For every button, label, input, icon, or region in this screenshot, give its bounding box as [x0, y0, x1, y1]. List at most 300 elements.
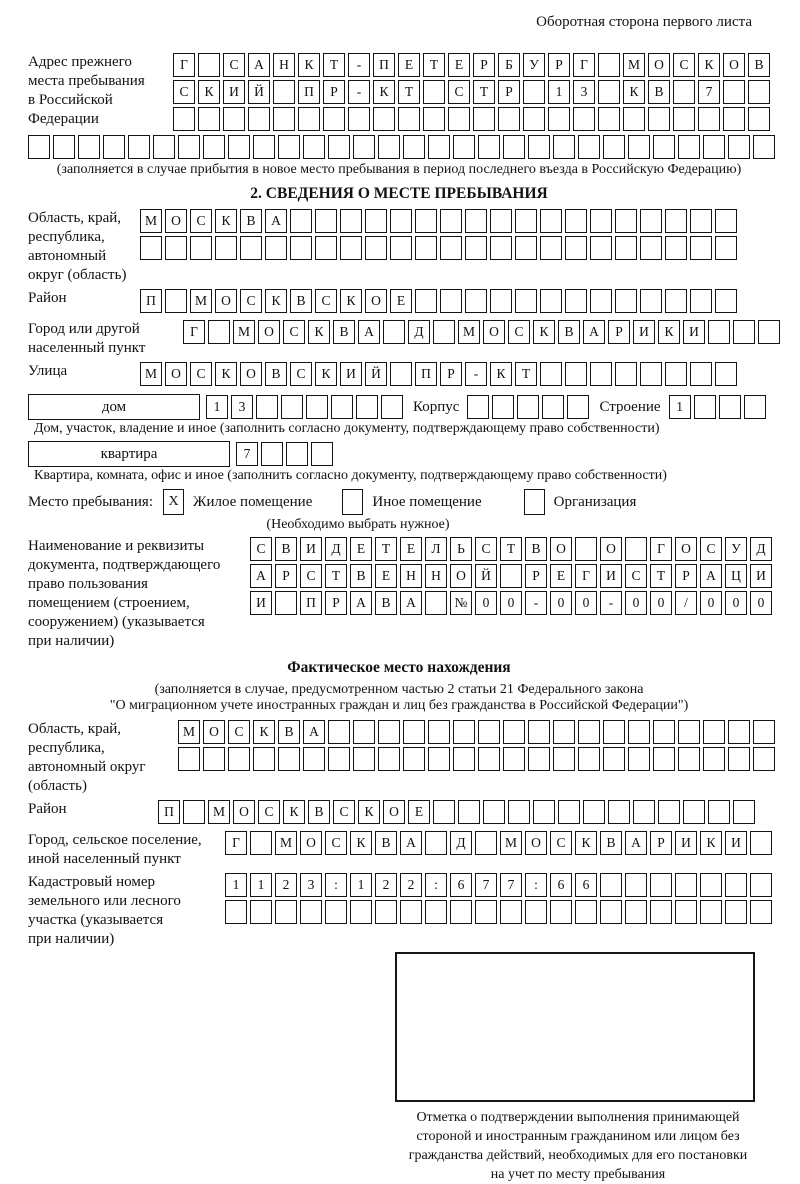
char-cell: С [190, 362, 212, 386]
char-cell: С [625, 564, 647, 588]
char-cell: О [258, 320, 280, 344]
char-cell: Б [498, 53, 520, 77]
house-note: Дом, участок, владение и иное (заполнить согласно документу, подтверждающему право собственности) [34, 421, 660, 436]
char-cell: Г [650, 537, 672, 561]
char-cell: М [208, 800, 230, 824]
char-cell [390, 209, 412, 233]
char-cell [465, 236, 487, 260]
char-cell [694, 395, 716, 419]
char-cell [678, 720, 700, 744]
stamp-box [395, 952, 755, 1102]
char-cell [433, 320, 455, 344]
char-cell [428, 135, 450, 159]
char-cell [578, 747, 600, 771]
char-cell: 7 [698, 80, 720, 104]
char-cell: 0 [475, 591, 497, 615]
char-cell: К [283, 800, 305, 824]
char-cell: Г [575, 564, 597, 588]
char-cell: О [165, 362, 187, 386]
char-cell [306, 395, 328, 419]
char-cell [373, 107, 395, 131]
char-cell [515, 209, 537, 233]
char-cell [278, 747, 300, 771]
char-cell: 0 [625, 591, 647, 615]
city-label: Город или другой населенный пункт [28, 321, 146, 356]
char-cell [683, 800, 705, 824]
field-actual-city [28, 831, 800, 869]
char-cell [498, 107, 520, 131]
char-cell: Н [425, 564, 447, 588]
section2-title: 2. СВЕДЕНИЯ О МЕСТЕ ПРЕБЫВАНИЯ [250, 185, 548, 202]
char-cell [575, 537, 597, 561]
char-cell: 0 [500, 591, 522, 615]
char-cell: - [348, 53, 370, 77]
char-cell [690, 362, 712, 386]
char-cell: Т [325, 564, 347, 588]
char-cell [415, 209, 437, 233]
char-cell [375, 900, 397, 924]
char-cell: А [358, 320, 380, 344]
actual-location-note: (заполняется в случае, предусмотренном частью 2 статьи 21 Федерального закона "О миграционном учете иностранных граждан и лиц без гражданства в Российской Федерации") [109, 682, 689, 713]
char-cell [303, 747, 325, 771]
char-cell [440, 289, 462, 313]
char-cell [515, 289, 537, 313]
char-cell: И [683, 320, 705, 344]
char-cell [525, 900, 547, 924]
char-cell [628, 720, 650, 744]
char-cell [567, 395, 589, 419]
char-cell: В [275, 537, 297, 561]
char-cell: : [325, 873, 347, 897]
char-cell [253, 135, 275, 159]
char-cell: В [278, 720, 300, 744]
char-cell: 2 [400, 873, 422, 897]
char-cell: 1 [350, 873, 372, 897]
char-cell: В [290, 289, 312, 313]
char-cell [703, 747, 725, 771]
char-cell [675, 873, 697, 897]
char-cell [733, 320, 755, 344]
char-row [250, 537, 772, 561]
stay-type-label: Место пребывания: [28, 493, 153, 510]
char-cell [508, 800, 530, 824]
char-cell: Д [325, 537, 347, 561]
char-cell [256, 395, 278, 419]
char-cell: № [450, 591, 472, 615]
option-organization-label: Организация [553, 493, 637, 510]
char-cell [140, 236, 162, 260]
char-cell [640, 236, 662, 260]
char-row [225, 900, 772, 924]
char-cell [225, 900, 247, 924]
char-cell [515, 236, 537, 260]
char-cell: С [448, 80, 470, 104]
char-cell: С [325, 831, 347, 855]
char-cell [653, 720, 675, 744]
char-cell [490, 236, 512, 260]
char-cell [331, 395, 353, 419]
char-cell [540, 362, 562, 386]
char-cell [390, 362, 412, 386]
char-cell: О [203, 720, 225, 744]
street-label: Улица [28, 363, 68, 379]
char-cell: К [215, 362, 237, 386]
char-cell [598, 107, 620, 131]
char-cell: 1 [225, 873, 247, 897]
char-cell [598, 53, 620, 77]
char-cell [708, 320, 730, 344]
char-cell: Р [675, 564, 697, 588]
char-row-full-width [28, 135, 800, 159]
char-cell: О [648, 53, 670, 77]
char-cell: М [190, 289, 212, 313]
char-cell: М [178, 720, 200, 744]
char-cell [750, 873, 772, 897]
field-actual-region [28, 720, 800, 796]
char-row [225, 831, 772, 855]
char-cell: А [400, 831, 422, 855]
char-cell [340, 236, 362, 260]
char-cell [390, 236, 412, 260]
char-cell: М [140, 209, 162, 233]
char-cell: С [333, 800, 355, 824]
actual-location-title: Фактическое место нахождения [287, 659, 511, 676]
char-cell [53, 135, 75, 159]
char-cell: О [215, 289, 237, 313]
char-cell: Р [498, 80, 520, 104]
char-cell: С [190, 209, 212, 233]
char-cell: Р [525, 564, 547, 588]
char-cell: К [253, 720, 275, 744]
char-cell: И [600, 564, 622, 588]
char-cell: 0 [725, 591, 747, 615]
char-cell [273, 80, 295, 104]
char-cell [503, 747, 525, 771]
char-cell [648, 107, 670, 131]
char-cell [723, 107, 745, 131]
char-cell: А [350, 591, 372, 615]
char-cell: 2 [275, 873, 297, 897]
char-cell: К [623, 80, 645, 104]
char-cell [153, 135, 175, 159]
char-cell [303, 135, 325, 159]
char-cell [228, 135, 250, 159]
document-label: Наименование и реквизиты документа, подтверждающего право пользования помещением (строением, сооружением) (указывается при наличии) [28, 538, 221, 649]
char-cell [690, 209, 712, 233]
char-cell [623, 107, 645, 131]
char-cell [348, 107, 370, 131]
char-cell [750, 831, 772, 855]
checkbox-residential: X [163, 489, 184, 515]
char-cell: А [583, 320, 605, 344]
char-cell: К [700, 831, 722, 855]
char-cell [250, 831, 272, 855]
char-cell [640, 209, 662, 233]
char-row [183, 320, 780, 344]
char-cell: Е [350, 537, 372, 561]
char-cell: / [675, 591, 697, 615]
char-cell [600, 900, 622, 924]
char-cell: Т [515, 362, 537, 386]
char-cell [453, 747, 475, 771]
char-cell: 1 [206, 395, 228, 419]
char-cell [503, 135, 525, 159]
char-cell: И [250, 591, 272, 615]
char-cell: О [525, 831, 547, 855]
char-cell [633, 800, 655, 824]
field-stay-type [28, 489, 800, 515]
char-cell: Р [473, 53, 495, 77]
char-cell [453, 135, 475, 159]
char-cell: 0 [650, 591, 672, 615]
char-cell [400, 900, 422, 924]
char-cell [590, 236, 612, 260]
char-cell: А [265, 209, 287, 233]
char-cell [728, 747, 750, 771]
char-cell: 1 [250, 873, 272, 897]
char-cell [428, 720, 450, 744]
prev-address-label: Адрес прежнего места пребывания в Российской Федерации [28, 54, 145, 127]
char-cell [403, 720, 425, 744]
char-cell [465, 209, 487, 233]
char-cell: В [333, 320, 355, 344]
char-cell [203, 135, 225, 159]
char-cell: В [648, 80, 670, 104]
field-house [28, 394, 800, 420]
char-cell: С [475, 537, 497, 561]
char-cell: 6 [575, 873, 597, 897]
char-cell [753, 720, 775, 744]
region-label: Область, край, республика, автономный округ (область) [28, 210, 127, 283]
char-cell: О [723, 53, 745, 77]
char-cell: С [258, 800, 280, 824]
char-cell [190, 236, 212, 260]
char-cell [600, 873, 622, 897]
char-cell: С [315, 289, 337, 313]
char-cell [690, 236, 712, 260]
char-cell [758, 320, 780, 344]
char-cell: О [165, 209, 187, 233]
char-cell: В [375, 591, 397, 615]
char-cell [553, 720, 575, 744]
cadastral-label: Кадастровый номер земельного или лесного участка (указывается при наличии) [28, 874, 181, 947]
char-row [250, 591, 772, 615]
char-cell: В [600, 831, 622, 855]
char-cell [381, 395, 403, 419]
char-cell: Г [225, 831, 247, 855]
stroenie-cells [669, 395, 766, 419]
char-cell [278, 135, 300, 159]
house-label-box: дом [28, 394, 200, 420]
char-cell: М [275, 831, 297, 855]
korpus-cells [467, 395, 589, 419]
char-cell [700, 873, 722, 897]
char-cell: К [658, 320, 680, 344]
char-cell [675, 900, 697, 924]
char-cell: И [725, 831, 747, 855]
char-cell [281, 395, 303, 419]
char-cell [378, 747, 400, 771]
char-cell: О [600, 537, 622, 561]
char-cell: Ц [725, 564, 747, 588]
char-cell [665, 289, 687, 313]
char-row [140, 362, 737, 386]
char-cell: Р [650, 831, 672, 855]
char-cell [475, 900, 497, 924]
char-cell [528, 747, 550, 771]
char-cell [353, 135, 375, 159]
char-cell [753, 747, 775, 771]
apartment-cells [236, 442, 333, 466]
char-cell [653, 135, 675, 159]
char-cell [328, 747, 350, 771]
char-cell [223, 107, 245, 131]
char-cell: 1 [669, 395, 691, 419]
char-cell [590, 289, 612, 313]
char-cell [590, 362, 612, 386]
char-cell [398, 107, 420, 131]
apartment-note: Квартира, комната, офис и иное (заполнить согласно документу, подтверждающему право собственности) [34, 468, 667, 483]
korpus-label: Корпус [413, 398, 460, 415]
char-cell [78, 135, 100, 159]
char-cell [433, 800, 455, 824]
char-cell [423, 107, 445, 131]
char-cell: : [525, 873, 547, 897]
char-cell: С [508, 320, 530, 344]
char-cell [542, 395, 564, 419]
char-cell: 3 [231, 395, 253, 419]
char-cell: Е [398, 53, 420, 77]
field-region [28, 209, 800, 285]
char-cell [615, 362, 637, 386]
char-cell: П [373, 53, 395, 77]
char-cell [615, 236, 637, 260]
char-cell: 6 [450, 873, 472, 897]
char-cell: А [400, 591, 422, 615]
char-cell [323, 107, 345, 131]
char-cell [753, 135, 775, 159]
field-apartment [28, 441, 800, 467]
char-cell [650, 900, 672, 924]
char-cell [665, 209, 687, 233]
char-cell: Р [323, 80, 345, 104]
char-cell [425, 831, 447, 855]
char-cell [265, 236, 287, 260]
char-cell: Р [325, 591, 347, 615]
char-cell: К [215, 209, 237, 233]
char-cell: В [265, 362, 287, 386]
char-cell: А [248, 53, 270, 77]
char-cell [615, 209, 637, 233]
char-cell: - [348, 80, 370, 104]
char-cell: Р [608, 320, 630, 344]
char-cell [275, 900, 297, 924]
char-cell [440, 236, 462, 260]
char-cell [128, 135, 150, 159]
char-cell [403, 135, 425, 159]
char-cell [540, 209, 562, 233]
char-cell: Е [375, 564, 397, 588]
prev-address-rows [173, 53, 770, 134]
char-row [158, 800, 755, 824]
char-cell [625, 900, 647, 924]
field-district [28, 289, 800, 316]
field-cadastral [28, 873, 800, 949]
actual-city-label: Город, сельское поселение, иной населенный пункт [28, 832, 202, 867]
char-cell [248, 107, 270, 131]
char-cell [383, 320, 405, 344]
char-cell [353, 747, 375, 771]
char-cell [723, 80, 745, 104]
char-cell: Г [573, 53, 595, 77]
char-cell [378, 135, 400, 159]
char-cell: М [140, 362, 162, 386]
char-cell [528, 135, 550, 159]
char-cell: М [623, 53, 645, 77]
char-cell [540, 289, 562, 313]
stroenie-label: Строение [599, 398, 661, 415]
page-side-note: Оборотная сторона первого листа [536, 14, 752, 30]
char-cell [478, 747, 500, 771]
char-cell: Й [475, 564, 497, 588]
field-document [28, 537, 800, 651]
char-cell [590, 209, 612, 233]
option-other-premises-label: Иное помещение [372, 493, 482, 510]
char-cell [725, 873, 747, 897]
char-cell [700, 900, 722, 924]
char-cell [465, 289, 487, 313]
char-row [173, 53, 770, 77]
char-cell: Г [173, 53, 195, 77]
char-row [250, 564, 772, 588]
char-cell: К [198, 80, 220, 104]
char-cell [628, 747, 650, 771]
char-cell: П [300, 591, 322, 615]
char-cell [286, 442, 308, 466]
char-cell [678, 747, 700, 771]
char-cell: И [300, 537, 322, 561]
char-cell [750, 900, 772, 924]
char-cell: И [223, 80, 245, 104]
char-cell [650, 873, 672, 897]
char-cell: С [223, 53, 245, 77]
char-cell: О [233, 800, 255, 824]
char-cell: К [698, 53, 720, 77]
char-cell: П [158, 800, 180, 824]
char-cell [565, 362, 587, 386]
char-cell [290, 236, 312, 260]
char-cell [575, 900, 597, 924]
char-cell: С [240, 289, 262, 313]
char-cell [565, 289, 587, 313]
char-cell: П [140, 289, 162, 313]
char-cell [678, 135, 700, 159]
char-cell: П [415, 362, 437, 386]
char-cell: 7 [475, 873, 497, 897]
checkbox-organization [524, 489, 545, 515]
char-cell: В [525, 537, 547, 561]
char-cell: В [558, 320, 580, 344]
char-cell: 0 [700, 591, 722, 615]
char-cell: Е [400, 537, 422, 561]
char-cell: Т [650, 564, 672, 588]
char-cell [203, 747, 225, 771]
char-cell: Е [550, 564, 572, 588]
district-label: Район [28, 290, 67, 306]
char-cell: Г [183, 320, 205, 344]
char-cell [492, 395, 514, 419]
char-cell: И [750, 564, 772, 588]
